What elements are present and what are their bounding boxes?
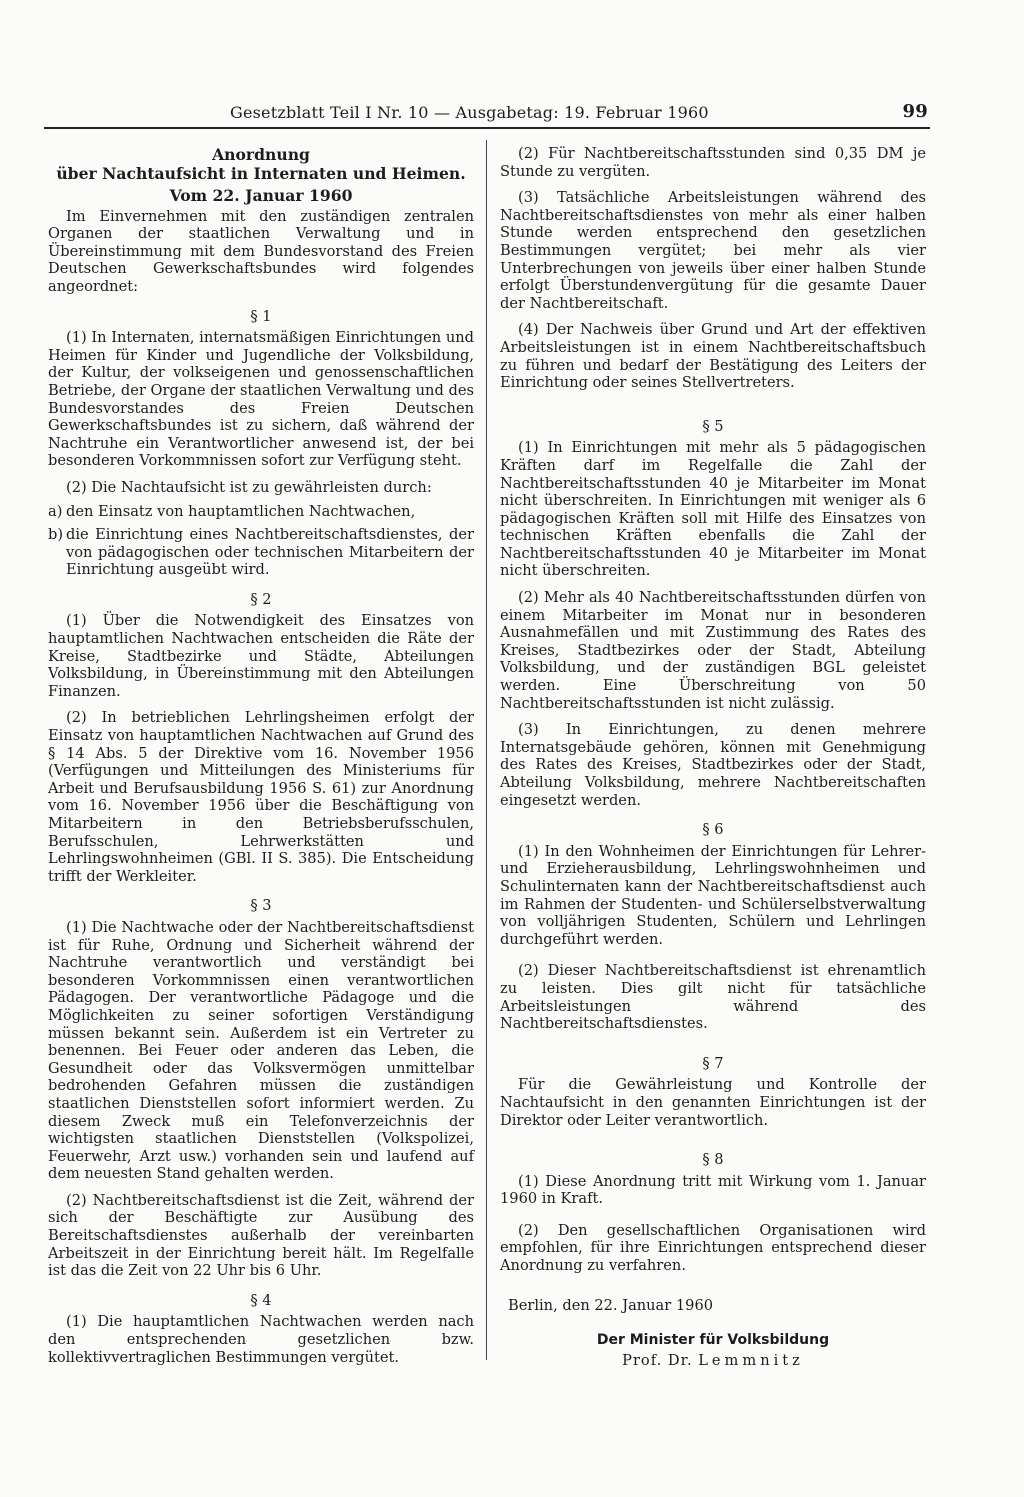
signatory: [500, 1352, 926, 1370]
section-heading-3: § 3: [250, 897, 272, 915]
signatory-name: Lemmnitz: [698, 1351, 804, 1369]
paragraph: (2) Für Nachtbereitschaftsstunden sind 0,35 DM je Stunde zu vergüten.: [500, 145, 926, 180]
header-rule: [44, 127, 930, 129]
paragraph: (1) Die hauptamtlichen Nachtwachen werden nach den entsprechenden gesetzlichen bzw. kollektivvertraglichen Bestimmungen vergütet.: [48, 1313, 474, 1366]
ordinance-title: Anordnung: [212, 145, 310, 164]
section-heading-6: § 6: [702, 821, 724, 839]
paragraph: (1) Die Nachtwache oder der Nachtbereitschaftsdienst ist für Ruhe, Ordnung und Sicherheit während der Nachtruhe verantwortlich und verständigt bei besonderen Vorkommnissen einen verantwortlichen Pädagogen. Der verantwortliche Pädagoge und die Möglichkeiten zu seiner sofortigen Verständigung müssen bekannt sein. Außerdem ist ein Vertreter zu benennen. Bei Feuer oder anderen das Leben, die Gesundheit oder das Volksvermögen unmittelbar bedrohenden Gefahren müssen die zuständigen staatlichen Dienststellen sofort informiert werden. Zu diesem Zweck muß ein Telefonverzeichnis der wichtigsten staatlichen Dienststellen (Volkspolizei, Feuerwehr, Arzt usw.) vorhanden sein und laufend auf dem neuesten Stand gehalten werden.: [48, 918, 474, 1183]
section-heading-1: § 1: [250, 307, 272, 325]
section-heading-2: § 2: [250, 590, 272, 608]
running-title: Gesetzblatt Teil I Nr. 10 — Ausgabetag: 19. Februar 1960: [230, 103, 709, 122]
list-text: die Einrichtung eines Nachtbereitschaftsdienstes, der von pädagogischen oder technischen Mitarbeitern der Einrichtung ausgeübt wird.: [66, 526, 474, 579]
ordinance-date: Vom 22. Januar 1960: [169, 186, 353, 205]
list-item: [48, 503, 474, 521]
paragraph: (2) Mehr als 40 Nachtbereitschaftsstunden dürfen von einem Mitarbeiter im Monat nur in besonderen Ausnahmefällen und mit Zustimmung des Rates des Kreises, Stadtbezirkes oder der Stadt, Abteilung Volksbildung, und der zuständigen BGL geleistet werden. Eine Überschreitung von 50 Nachtbereitschaftsstunden ist nicht zulässig.: [500, 589, 926, 712]
minister-title: Der Minister für Volksbildung: [596, 1332, 830, 1349]
right-column: [500, 145, 926, 1369]
page-number: 99: [902, 101, 928, 122]
paragraph: (2) Dieser Nachtbereitschaftsdienst ist ehrenamtlich zu leisten. Dies gilt nicht für tatsächliche Arbeitsleistungen während des Nachtbereitschaftsdienstes.: [500, 962, 926, 1033]
paragraph: (1) In Einrichtungen mit mehr als 5 pädagogischen Kräften darf im Regelfalle die Zahl der Nachtbereitschaftsstunden 40 je Mitarbeiter im Monat nicht überschreiten. In Einrichtungen mit weniger als 6 pädagogischen Kräften soll mit Hilfe des Einsatzes von technischen Kräften ebenfalls die Zahl der Nachtbereitschaftsstunden 40 je Mitarbeiter im Monat nicht überschreiten.: [500, 439, 926, 580]
preamble: Im Einvernehmen mit den zuständigen zentralen Organen der staatlichen Verwaltung und in Übereinstimmung mit dem Bundesvorstand des Freien Deutschen Gewerkschaftsbundes wird folgendes angeordnet:: [48, 207, 474, 295]
running-header: [230, 101, 928, 127]
paragraph: (1) Diese Anordnung tritt mit Wirkung vom 1. Januar 1960 in Kraft.: [500, 1172, 926, 1208]
paragraph: (1) In den Wohnheimen der Einrichtungen für Lehrer- und Erzieherausbildung, Lehrlingswohnheimen und Schulinternaten kann der Nachtbereitschaftsdienst auch im Rahmen der Studenten- und Schülerselbstverwaltung von volljährigen Studenten, Schülern und Lehrlingen durchgeführt werden.: [500, 842, 926, 948]
paragraph: (3) In Einrichtungen, zu denen mehrere Internatsgebäude gehören, können mit Genehmigung des Rates des Kreises, Stadtbezirkes oder der Stadt, Abteilung Volksbildung, mehrere Nachtbereitschaften eingesetzt werden.: [500, 721, 926, 809]
left-column: [48, 145, 474, 1366]
paragraph: (2) Nachtbereitschaftsdienst ist die Zeit, während der sich der Beschäftigte zur Ausübung des Bereitschaftsdienstes außerhalb der vereinbarten Arbeitszeit in der Einrichtung bereit hält. Im Regelfalle ist das die Zeit von 22 Uhr bis 6 Uhr.: [48, 1191, 474, 1280]
section-heading-7: § 7: [702, 1054, 724, 1072]
list-label: a): [48, 502, 63, 520]
paragraph: (1) Über die Notwendigkeit des Einsatzes von hauptamtlichen Nachtwachen entscheiden die Räte der Kreise, Stadtbezirke und Städte, Abteilungen Volksbildung, in Übereinstimmung mit den Abteilungen Finanzen.: [48, 612, 474, 700]
section-heading-5: § 5: [702, 417, 724, 435]
paragraph: (2) In betrieblichen Lehrlingsheimen erfolgt der Einsatz von hauptamtlichen Nachtwachen auf Grund des § 14 Abs. 5 der Direktive vom 16. November 1956 (Verfügungen und Mitteilungen des Ministeriums für Arbeit und Berufsausbildung 1956 S. 61) zur Anordnung vom 16. November 1956 über die Beschäftigung von Mitarbeitern in den Betriebsberufsschulen, Berufsschulen, Lehrwerkstätten und Lehrlingswohnheimen (GBl. II S. 385). Die Entscheidung trifft der Werkleiter.: [48, 709, 474, 885]
section-heading-8: § 8: [702, 1151, 724, 1169]
place-and-date: Berlin, den 22. Januar 1960: [508, 1296, 714, 1314]
paragraph: (3) Tatsächliche Arbeitsleistungen während des Nachtbereitschaftsdienstes von mehr als einer halben Stunde werden entsprechend den gesetzlichen Bestimmungen vergütet; bei mehr als vier Unterbrechungen von jeweils über einer halben Stunde erfolgt Überstundenvergütung für die gesamte Dauer der Nachtbereitschaft.: [500, 189, 926, 312]
column-divider: [486, 140, 487, 1360]
list-label: b): [48, 526, 64, 544]
paragraph: (2) Den gesellschaftlichen Organisationen wird empfohlen, für ihre Einrichtungen entsprechend dieser Anordnung zu verfahren.: [500, 1221, 926, 1275]
ordinance-subtitle: über Nachtaufsicht in Internaten und Heimen.: [56, 164, 466, 183]
paragraph: Für die Gewährleistung und Kontrolle der Nachtaufsicht in den genannten Einrichtungen ist der Direktor oder Leiter verantwortlich.: [500, 1076, 926, 1129]
paragraph: (4) Der Nachweis über Grund und Art der effektiven Arbeitsleistungen ist in einem Nachtbereitschaftsbuch zu führen und bedarf der Bestätigung des Leiters der Einrichtung oder seines Stellvertreters.: [500, 321, 926, 392]
list-text: den Einsatz von hauptamtlichen Nachtwachen,: [66, 502, 416, 520]
signatory-title: Prof. Dr.: [622, 1351, 693, 1369]
paragraph: (2) Die Nachtaufsicht ist zu gewährleisten durch:: [66, 478, 432, 496]
section-heading-4: § 4: [250, 1291, 272, 1309]
paragraph: (1) In Internaten, internatsmäßigen Einrichtungen und Heimen für Kinder und Jugendliche der Volksbildung, der Kultur, der volkseigenen und genossenschaftlichen Betriebe, der Organe der staatlichen Verwaltung und des Bundesvorstandes des Freien Deutschen Gewerkschaftsbundes ist zu sichern, daß während der Nachtruhe ein Verantwortlicher anwesend ist, der bei besonderen Vorkommnissen sofort zur Verfügung steht.: [48, 329, 474, 470]
list-item: [48, 526, 474, 579]
